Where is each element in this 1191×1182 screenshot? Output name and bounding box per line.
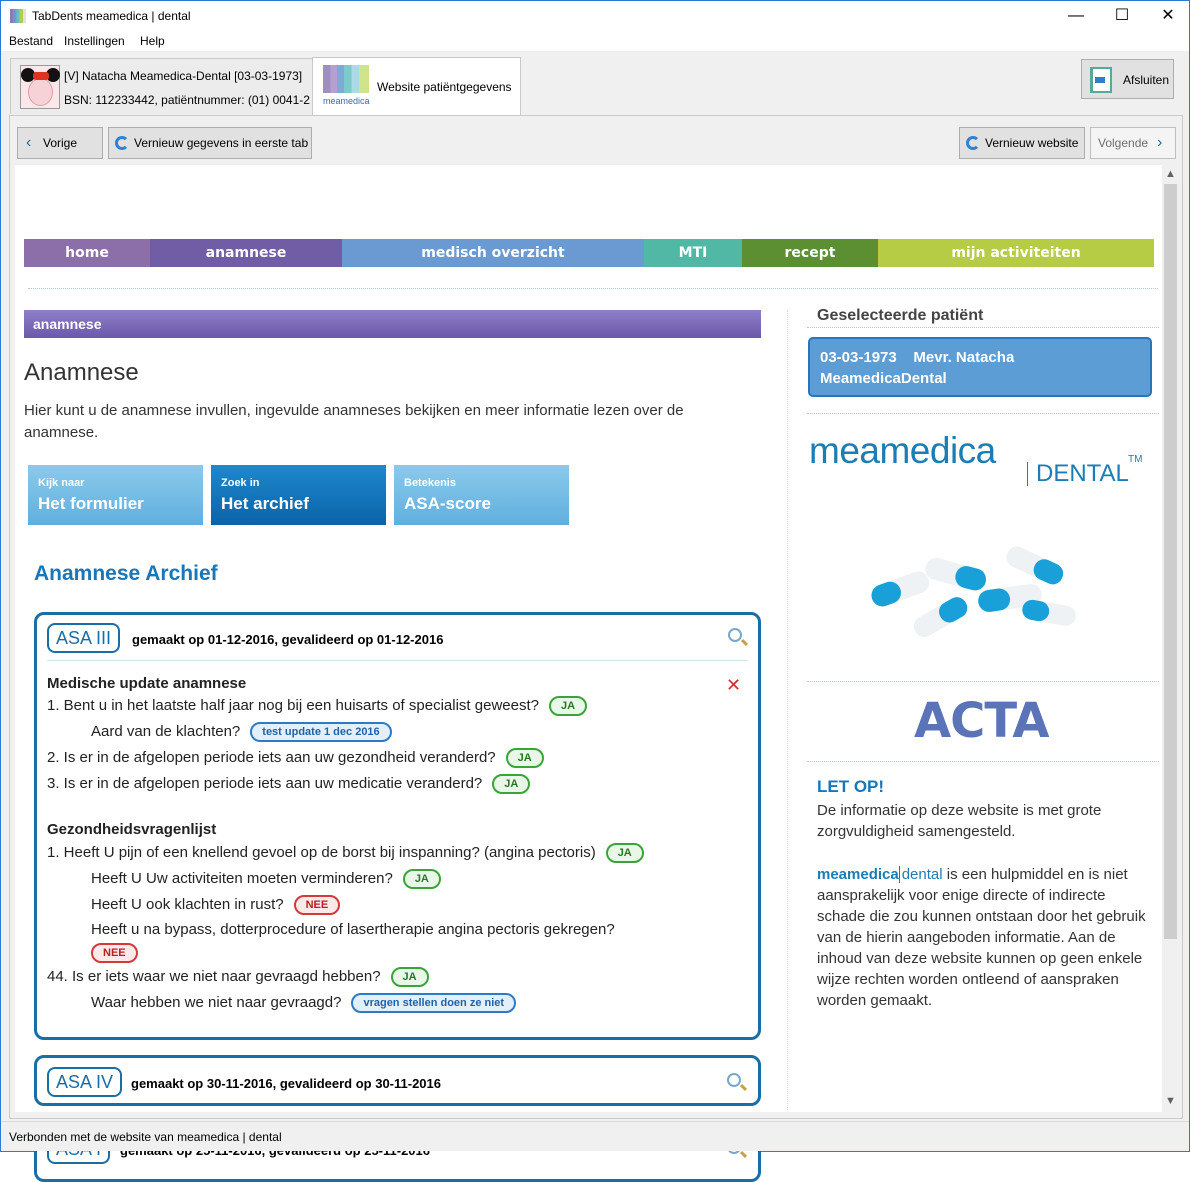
menu-bar — [0, 31, 1190, 51]
scroll-down-icon[interactable]: ▼ — [1165, 1095, 1176, 1107]
divider — [807, 681, 1159, 682]
vertical-scrollbar[interactable] — [1162, 165, 1179, 1112]
question-text: Heeft u na bypass, dotterprocedure of lasertherapie angina pectoris gekregen? — [91, 921, 615, 938]
question-row — [91, 993, 516, 1013]
scroll-up-icon[interactable]: ▲ — [1165, 168, 1176, 180]
patient-box-line1: 03-03-1973 Mevr. Natacha — [820, 349, 1015, 366]
card-separator — [47, 660, 748, 661]
close-button[interactable]: ✕ — [1161, 7, 1175, 24]
tab-patient[interactable] — [10, 58, 313, 114]
brand-b: dental — [899, 866, 943, 883]
answer-badge: JA — [391, 967, 429, 987]
tab-website-label: Website patiëntgegevens — [377, 80, 512, 94]
avatar — [20, 65, 60, 109]
answer-badge: JA — [506, 748, 544, 768]
volgende-label: Volgende — [1098, 136, 1149, 150]
menu-help[interactable]: Help — [140, 34, 165, 48]
menu-bestand[interactable]: Bestand — [9, 34, 54, 48]
asa-card-meta: gemaakt op 01-12-2016, gevalideerd op 01-12-2016 — [132, 632, 444, 647]
question-text: Aard van de klachten? — [91, 723, 241, 740]
meamedica-logo: meamedica — [809, 430, 996, 471]
window-title: TabDents meamedica | dental — [32, 9, 191, 23]
trademark: TM — [1128, 454, 1143, 465]
btn-big-label: Het archief — [221, 494, 309, 513]
tab-logo-text: meamedica — [323, 96, 370, 106]
afsluiten-label: Afsluiten — [1123, 73, 1170, 87]
divider — [807, 413, 1159, 414]
btn-small-label: Zoek in — [221, 477, 260, 489]
volgende-button[interactable] — [1090, 127, 1176, 159]
maximize-button[interactable]: ☐ — [1114, 7, 1130, 24]
question-text: 1. Bent u in het laatste half jaar nog bij een huisarts of specialist geweest? — [47, 697, 539, 714]
app-icon — [10, 9, 26, 23]
divider — [28, 288, 1158, 289]
answer-badge: JA — [549, 696, 587, 716]
disclaimer-p1: De informatie op deze website is met grote zorgvuldigheid samengesteld. — [817, 802, 1102, 840]
question-text: Waar hebben we niet naar gevraagd? — [91, 994, 342, 1011]
sitenav-home[interactable]: home — [24, 239, 150, 267]
status-text: Verbonden met de website van meamedica | dental — [9, 1130, 282, 1144]
btn-big-label: ASA-score — [404, 494, 491, 513]
brand-inline — [817, 866, 943, 883]
section-title: Gezondheidsvragenlijst — [47, 821, 217, 838]
magnifier-icon[interactable] — [728, 628, 742, 642]
answer-badge: NEE — [91, 943, 138, 963]
title-bar — [0, 0, 1190, 31]
patient-tab-ids: BSN: 112233442, patiëntnummer: (01) 0041-2 — [64, 93, 310, 107]
question-row — [47, 748, 544, 768]
exit-door-icon — [1090, 67, 1112, 93]
sitenav-mti[interactable]: MTI — [644, 239, 742, 267]
tab-content — [9, 115, 1183, 1119]
sitenav-mijn-activiteiten[interactable]: mijn activiteiten — [878, 239, 1154, 267]
question-row — [91, 895, 340, 915]
meamedica-logo-icon — [323, 65, 369, 93]
asa-badge: ASA IV — [47, 1067, 122, 1097]
refresh-icon — [966, 136, 980, 150]
asa-card-meta: gemaakt op 30-11-2016, gevalideerd op 30-11-2016 — [131, 1076, 442, 1091]
sidebar-heading: Geselecteerde patiënt — [817, 307, 984, 324]
scroll-thumb[interactable] — [1164, 184, 1177, 939]
brand-a: meamedica — [817, 866, 899, 883]
question-text: Heeft U ook klachten in rust? — [91, 896, 284, 913]
magnifier-icon[interactable] — [727, 1073, 741, 1087]
disclaimer-p2-text: is een hulpmiddel en is niet aansprakelijk voor enige directe of indirecte schade die zou kunnen ontstaan door het gebruik van de hierin aangeboden informatie. Aan de inhoud van deze website kunnen op geen enkele wijze rechten worden ontleend of aanspraken worden gemaakt. — [817, 866, 1146, 1009]
column-divider — [787, 310, 788, 1110]
vernieuw-website-label: Vernieuw website — [985, 136, 1079, 150]
divider — [807, 761, 1159, 762]
refresh-icon — [115, 136, 129, 150]
asa-badge: ASA III — [47, 623, 120, 653]
btn-het-formulier[interactable] — [28, 465, 203, 525]
archive-heading: Anamnese Archief — [34, 562, 218, 585]
vorige-label: Vorige — [43, 136, 78, 150]
vernieuw-website-button[interactable] — [959, 127, 1085, 159]
question-row — [91, 921, 615, 938]
sitenav-anamnese[interactable]: anamnese — [150, 239, 342, 267]
avatar-bow — [33, 72, 49, 80]
dental-logo: DENTAL — [1027, 462, 1129, 486]
vernieuw-gegevens-button[interactable] — [108, 127, 312, 159]
acta-logo: ACTA — [914, 693, 1049, 749]
answer-badge: JA — [606, 843, 644, 863]
page-title: Anamnese — [24, 359, 139, 386]
answer-badge: NEE — [294, 895, 341, 915]
question-row — [81, 943, 138, 963]
answer-badge: test update 1 dec 2016 — [250, 722, 391, 742]
afsluiten-button[interactable] — [1081, 59, 1174, 99]
question-row — [47, 696, 587, 716]
pills-image — [860, 543, 1080, 643]
asa-card — [34, 612, 761, 1040]
answer-badge: vragen stellen doen ze niet — [351, 993, 516, 1013]
patient-tab-name: [V] Natacha Meamedica-Dental [03-03-1973] — [64, 69, 303, 83]
question-text: 44. Is er iets waar we niet naar gevraagd hebben? — [47, 968, 381, 985]
capsule-icon — [868, 543, 1077, 640]
selected-patient-box[interactable] — [808, 337, 1152, 397]
status-bar — [1, 1121, 1189, 1151]
avatar-face — [28, 78, 53, 106]
let-op-heading: LET OP! — [817, 777, 885, 796]
chevron-left-icon: ‹ — [26, 134, 32, 151]
question-text: 3. Is er in de afgelopen periode iets aan uw medicatie veranderd? — [47, 775, 483, 792]
sitenav-medisch-overzicht[interactable]: medisch overzicht — [342, 239, 644, 267]
btn-big-label: Het formulier — [38, 494, 144, 513]
menu-instellingen[interactable]: Instellingen — [64, 34, 125, 48]
answer-badge: JA — [403, 869, 441, 889]
vorige-button[interactable] — [17, 127, 103, 159]
question-row — [47, 843, 644, 863]
answer-badge: JA — [492, 774, 530, 794]
app-body — [0, 51, 1190, 1152]
chevron-right-icon: › — [1157, 134, 1163, 151]
patient-box-line2: MeamedicaDental — [820, 370, 947, 387]
asa-card[interactable] — [34, 1055, 761, 1106]
sitenav-recept[interactable]: recept — [742, 239, 878, 267]
intro-text: Hier kunt u de anamnese invullen, ingevulde anamneses bekijken en meer informatie lezen over de anamnese. — [24, 402, 684, 441]
tab-website[interactable] — [312, 57, 521, 116]
minimize-button[interactable]: — — [1068, 7, 1084, 24]
vernieuw-gegevens-label: Vernieuw gegevens in eerste tab — [134, 136, 309, 150]
question-row — [91, 869, 441, 889]
question-text: Heeft U Uw activiteiten moeten verminderen? — [91, 870, 393, 887]
delete-x-icon[interactable]: ✕ — [726, 675, 742, 695]
question-row — [91, 722, 392, 742]
question-text: 1. Heeft U pijn of een knellend gevoel op de borst bij inspanning? (angina pectoris) — [47, 844, 596, 861]
btn-small-label: Betekenis — [404, 477, 456, 489]
question-text: 2. Is er in de afgelopen periode iets aan uw gezondheid veranderd? — [47, 749, 496, 766]
btn-small-label: Kijk naar — [38, 477, 85, 489]
question-row — [47, 774, 530, 794]
web-view — [15, 165, 1175, 1112]
btn-het-archief[interactable] — [211, 465, 386, 525]
divider — [807, 327, 1159, 328]
disclaimer-p2 — [817, 864, 1152, 1011]
btn-asa-score[interactable] — [394, 465, 569, 525]
question-row — [47, 967, 429, 987]
section-bar: anamnese — [24, 310, 761, 338]
section-title: Medische update anamnese — [47, 675, 247, 692]
